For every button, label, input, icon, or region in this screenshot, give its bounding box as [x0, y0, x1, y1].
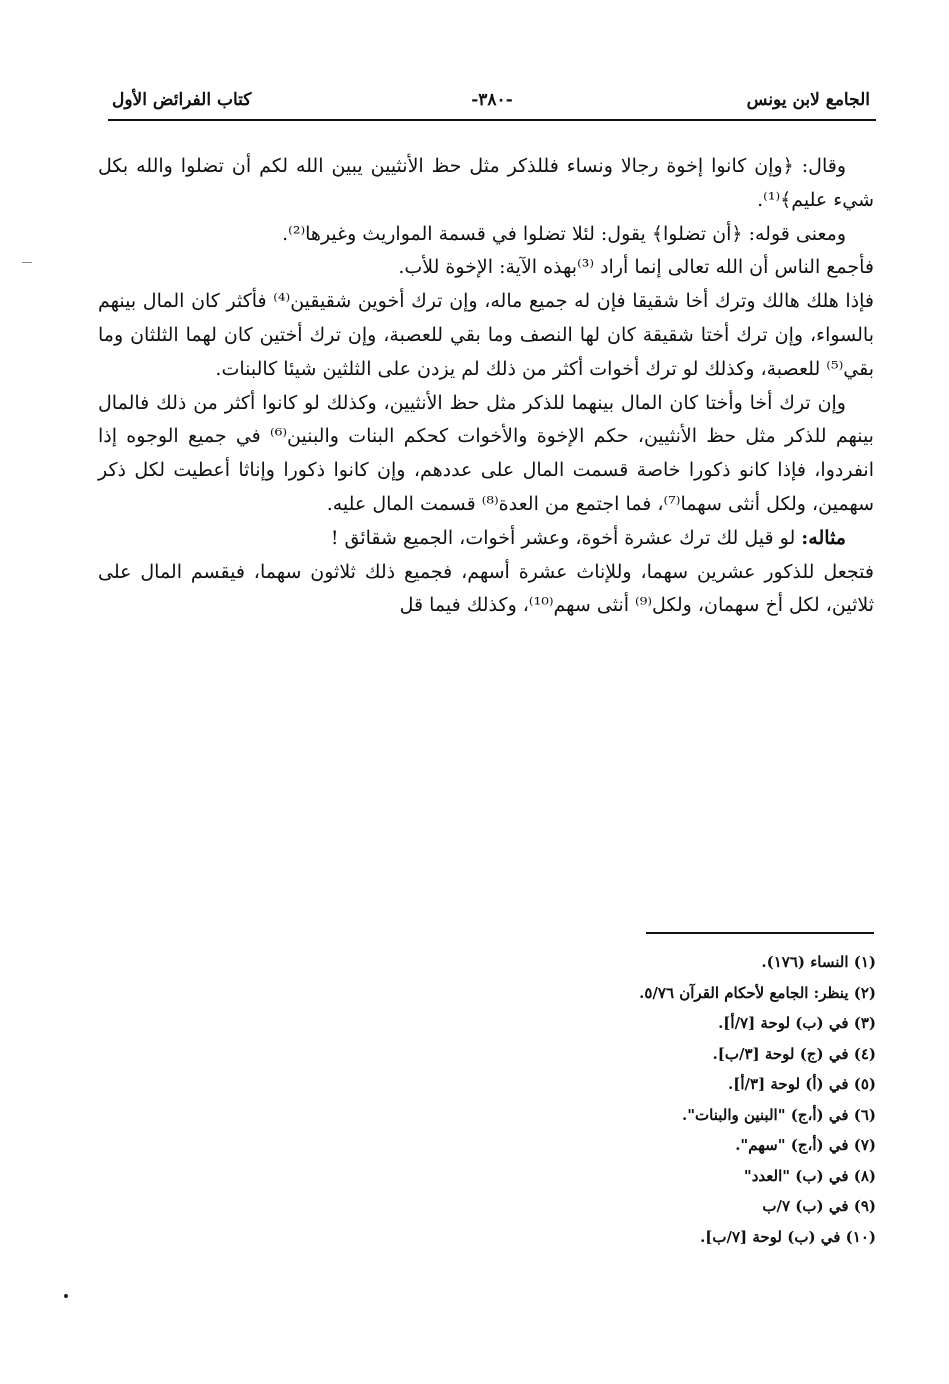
- footnote-8: (٨) في (ب) "العدد": [743, 1166, 876, 1185]
- footnote-6: (٦) في (أ،ج) "البنين والبنات".: [681, 1105, 876, 1124]
- paragraph-7: فتجعل للذكور عشرين سهما، وللإناث عشرة أسهم، فجميع ذلك ثلاثون سهما، فيقسم المال على ثلاثين، لكل أخ سهمان، ولكل⁽⁹⁾ أنثى سهم⁽¹⁰⁾، وكذلك فيما قل: [98, 560, 874, 617]
- footnote-5: (٥) في (أ) لوحة [٣/أ].: [728, 1075, 876, 1093]
- footnote-3: (٣) في (ب) لوحة [٧/أ].: [718, 1014, 876, 1032]
- paragraph-3: فأجمع الناس أن الله تعالى إنما أراد ⁽³⁾بهذه الآية: الإخوة للأب.: [398, 256, 874, 279]
- footnote-4: (٤) في (ج) لوحة [٣/ب].: [712, 1044, 876, 1063]
- running-header: [110, 90, 874, 114]
- footnote-10: (١٠) في (ب) لوحة [٧/ب].: [700, 1227, 876, 1246]
- footnote-7: (٧) في (أ،ج) "سهم".: [735, 1136, 876, 1154]
- example-text: لو قيل لك ترك عشرة أخوة، وعشر أخوات، الجميع شقائق !: [330, 526, 796, 549]
- page-number: -٣٨٠-: [471, 90, 513, 110]
- footnote-2: (٢) ينظر: الجامع لأحكام القرآن ٥/٧٦.: [639, 983, 876, 1002]
- paragraph-example: [98, 522, 874, 556]
- header-rule: [108, 119, 876, 121]
- footnote-rule: [646, 932, 874, 934]
- book-title: الجامع لابن يونس: [746, 90, 870, 110]
- scan-mark: [22, 262, 32, 263]
- main-text: [98, 150, 874, 623]
- footnotes: [360, 947, 876, 1252]
- paragraph-5: وإن ترك أخا وأختا كان المال بينهما للذكر مثل حظ الأنثيين، وكذلك لو كانوا أكثر من ذلك فالمال بينهم للذكر مثل حظ الأنثيين، حكم الإخوة والأخوات كحكم البنات والبنين⁽⁶⁾ في جميع الوجوه إذا انفردوا، فإذا كانو ذكورا خاصة قسمت المال على عددهم، وإن كانوا ذكورا وإناثا أعطيت لكل ذكر سهمين، ولكل أنثى سهما⁽⁷⁾، فما اجتمع من العدة⁽⁸⁾ قسمت المال عليه.: [98, 391, 874, 515]
- paragraph-4: فإذا هلك هالك وترك أخا شقيقا فإن له جميع ماله، وإن ترك أخوين شقيقين⁽⁴⁾ فأكثر كان المال بينهم بالسواء، وإن ترك أختا شقيقة كان لها النصف وما بقي للعصبة، وإن ترك أختين كان لهما الثلثان وما بقي⁽⁵⁾ للعصبة، وكذلك لو ترك أخوات أكثر من ذلك لم يزدن على الثلثين شيئا كالبنات.: [98, 290, 874, 380]
- footnote-1: (١) النساء (١٧٦).: [761, 953, 876, 971]
- footnote-9: (٩) في (ب) ٧/ب: [762, 1197, 876, 1215]
- paragraph-1: وقال: ﴿وإن كانوا إخوة رجالا ونساء فللذكر مثل حظ الأنثيين يبين الله لكم أن تضلوا والله بكل شيء عليم﴾⁽¹⁾.: [98, 155, 874, 211]
- chapter-title: كتاب الفرائض الأول: [112, 90, 252, 110]
- scan-speck: [64, 1294, 68, 1298]
- paragraph-2: ومعنى قوله: ﴿أن تضلوا﴾ يقول: لئلا تضلوا في قسمة المواريث وغيرها⁽²⁾.: [282, 222, 846, 245]
- example-label: مثاله:: [801, 526, 846, 549]
